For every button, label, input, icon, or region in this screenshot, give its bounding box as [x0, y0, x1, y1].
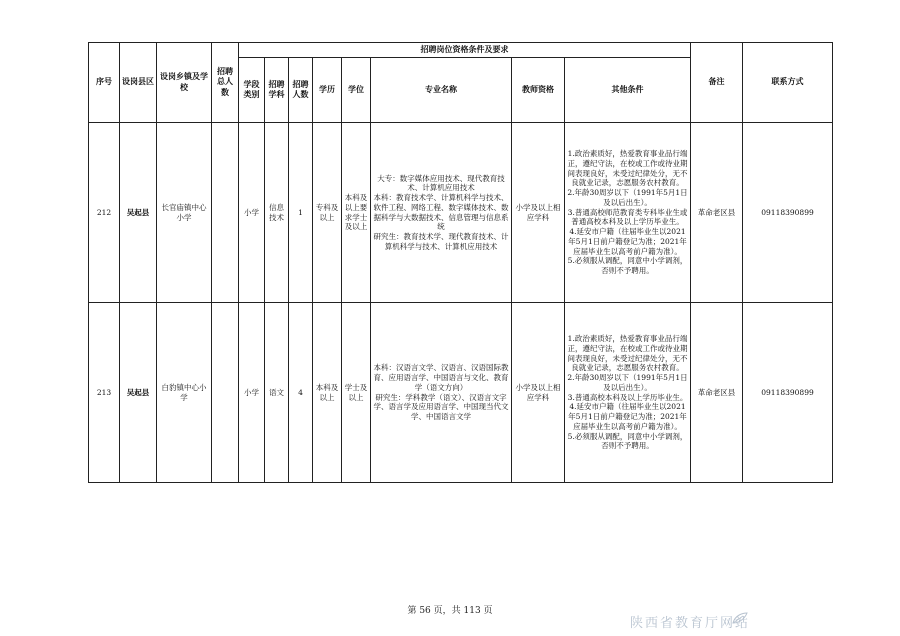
header-subject: 招聘学科: [265, 58, 289, 123]
cell-degree: 本科及以上要求学士及以上: [342, 123, 371, 303]
cell-education: 专科及以上: [313, 123, 342, 303]
cell-seq: 213: [89, 303, 120, 483]
cell-total: [212, 123, 239, 303]
cell-teacher-cert: 小学及以上相应学科: [512, 303, 565, 483]
cell-contact: 09118390899: [743, 123, 833, 303]
cell-major: 大专：数字媒体应用技术、现代教育技术、计算机应用技术 本科：教育技术学、计算机科学与技术、软件工程、网络工程、数字媒体技术、数据科学与大数据技术、信息管理与信息系统 研究生：教育技术学、现代教育技术、计算机科学与技术、计算机应用技术: [371, 123, 512, 303]
cell-stage: 小学: [239, 303, 265, 483]
cell-degree: 学士及以上: [342, 303, 371, 483]
header-count: 招聘人数: [289, 58, 313, 123]
header-county: 设岗县区: [120, 43, 157, 123]
site-watermark: 陕西省教育厅网站: [629, 616, 750, 631]
cell-education: 本科及以上: [313, 303, 342, 483]
header-degree: 学位: [342, 58, 371, 123]
cell-total: [212, 303, 239, 483]
cell-seq: 212: [89, 123, 120, 303]
header-education: 学历: [313, 58, 342, 123]
cell-other: 1.政治素质好，热爱教育事业品行端正，遵纪守法，在校或工作或待业期间表现良好，未受过纪律处分，无不良就业记录，志愿服务农村教育。 2.年龄30周岁以下（1991年5月1日及以后出生）。 3.普通高校师范教育类专科毕业生或普通高校本科及以上学历毕业生。 4.延安市户籍（往届毕业生以2021年5月1日前户籍登记为准；2021年应届毕业生以高考前户籍为准）。 5.必须服从调配，同意中小学调剂，否则不予聘用。: [565, 123, 691, 303]
header-contact: 联系方式: [743, 43, 833, 123]
header-township: 设岗乡镇及学校: [157, 43, 212, 123]
page-number: 第 56 页，共 113 页: [407, 606, 493, 616]
cell-subject: 信息技术: [265, 123, 289, 303]
cell-count: 4: [289, 303, 313, 483]
recruitment-table: [88, 42, 833, 483]
table-row: [89, 303, 833, 483]
header-stage: 学段类别: [239, 58, 265, 123]
header-total: 招聘总人数: [212, 43, 239, 123]
cell-other: 1.政治素质好，热爱教育事业品行端正，遵纪守法，在校或工作或待业期间表现良好，未受过纪律处分，无不良就业记录，志愿服务农村教育。 2.年龄30周岁以下（1991年5月1日及以后出生）。 3.普通高校本科及以上学历毕业生。 4.延安市户籍（往届毕业生以2021年5月1日前户籍登记为准；2021年应届毕业生以高考前户籍为准）。 5.必须服从调配，同意中小学调剂，否则不予聘用。: [565, 303, 691, 483]
header-major: 专业名称: [371, 58, 512, 123]
header-seq: 序号: [89, 43, 120, 123]
cell-count: 1: [289, 123, 313, 303]
cell-major: 本科：汉语言文学、汉语言、汉语国际教育、应用语言学、中国语言与文化、教育学（语文方向） 研究生：学科教学（语文）、汉语言文字学、语言学及应用语言学、中国现当代文学、中国语言文学: [371, 303, 512, 483]
cell-contact: 09118390899: [743, 303, 833, 483]
cell-subject: 语文: [265, 303, 289, 483]
header-other: 其他条件: [565, 58, 691, 123]
cell-county: 吴起县: [120, 123, 157, 303]
header-teacher-cert: 教师资格: [512, 58, 565, 123]
header-group: 招聘岗位资格条件及要求: [239, 43, 691, 58]
cell-school: 白豹镇中心小学: [157, 303, 212, 483]
cell-county: 吴起县: [120, 303, 157, 483]
cell-remarks: 革命老区县: [691, 303, 743, 483]
cell-remarks: 革命老区县: [691, 123, 743, 303]
table-row: [89, 123, 833, 303]
cell-stage: 小学: [239, 123, 265, 303]
header-remarks: 备注: [691, 43, 743, 123]
cell-school: 长官庙镇中心小学: [157, 123, 212, 303]
cell-teacher-cert: 小学及以上相应学科: [512, 123, 565, 303]
